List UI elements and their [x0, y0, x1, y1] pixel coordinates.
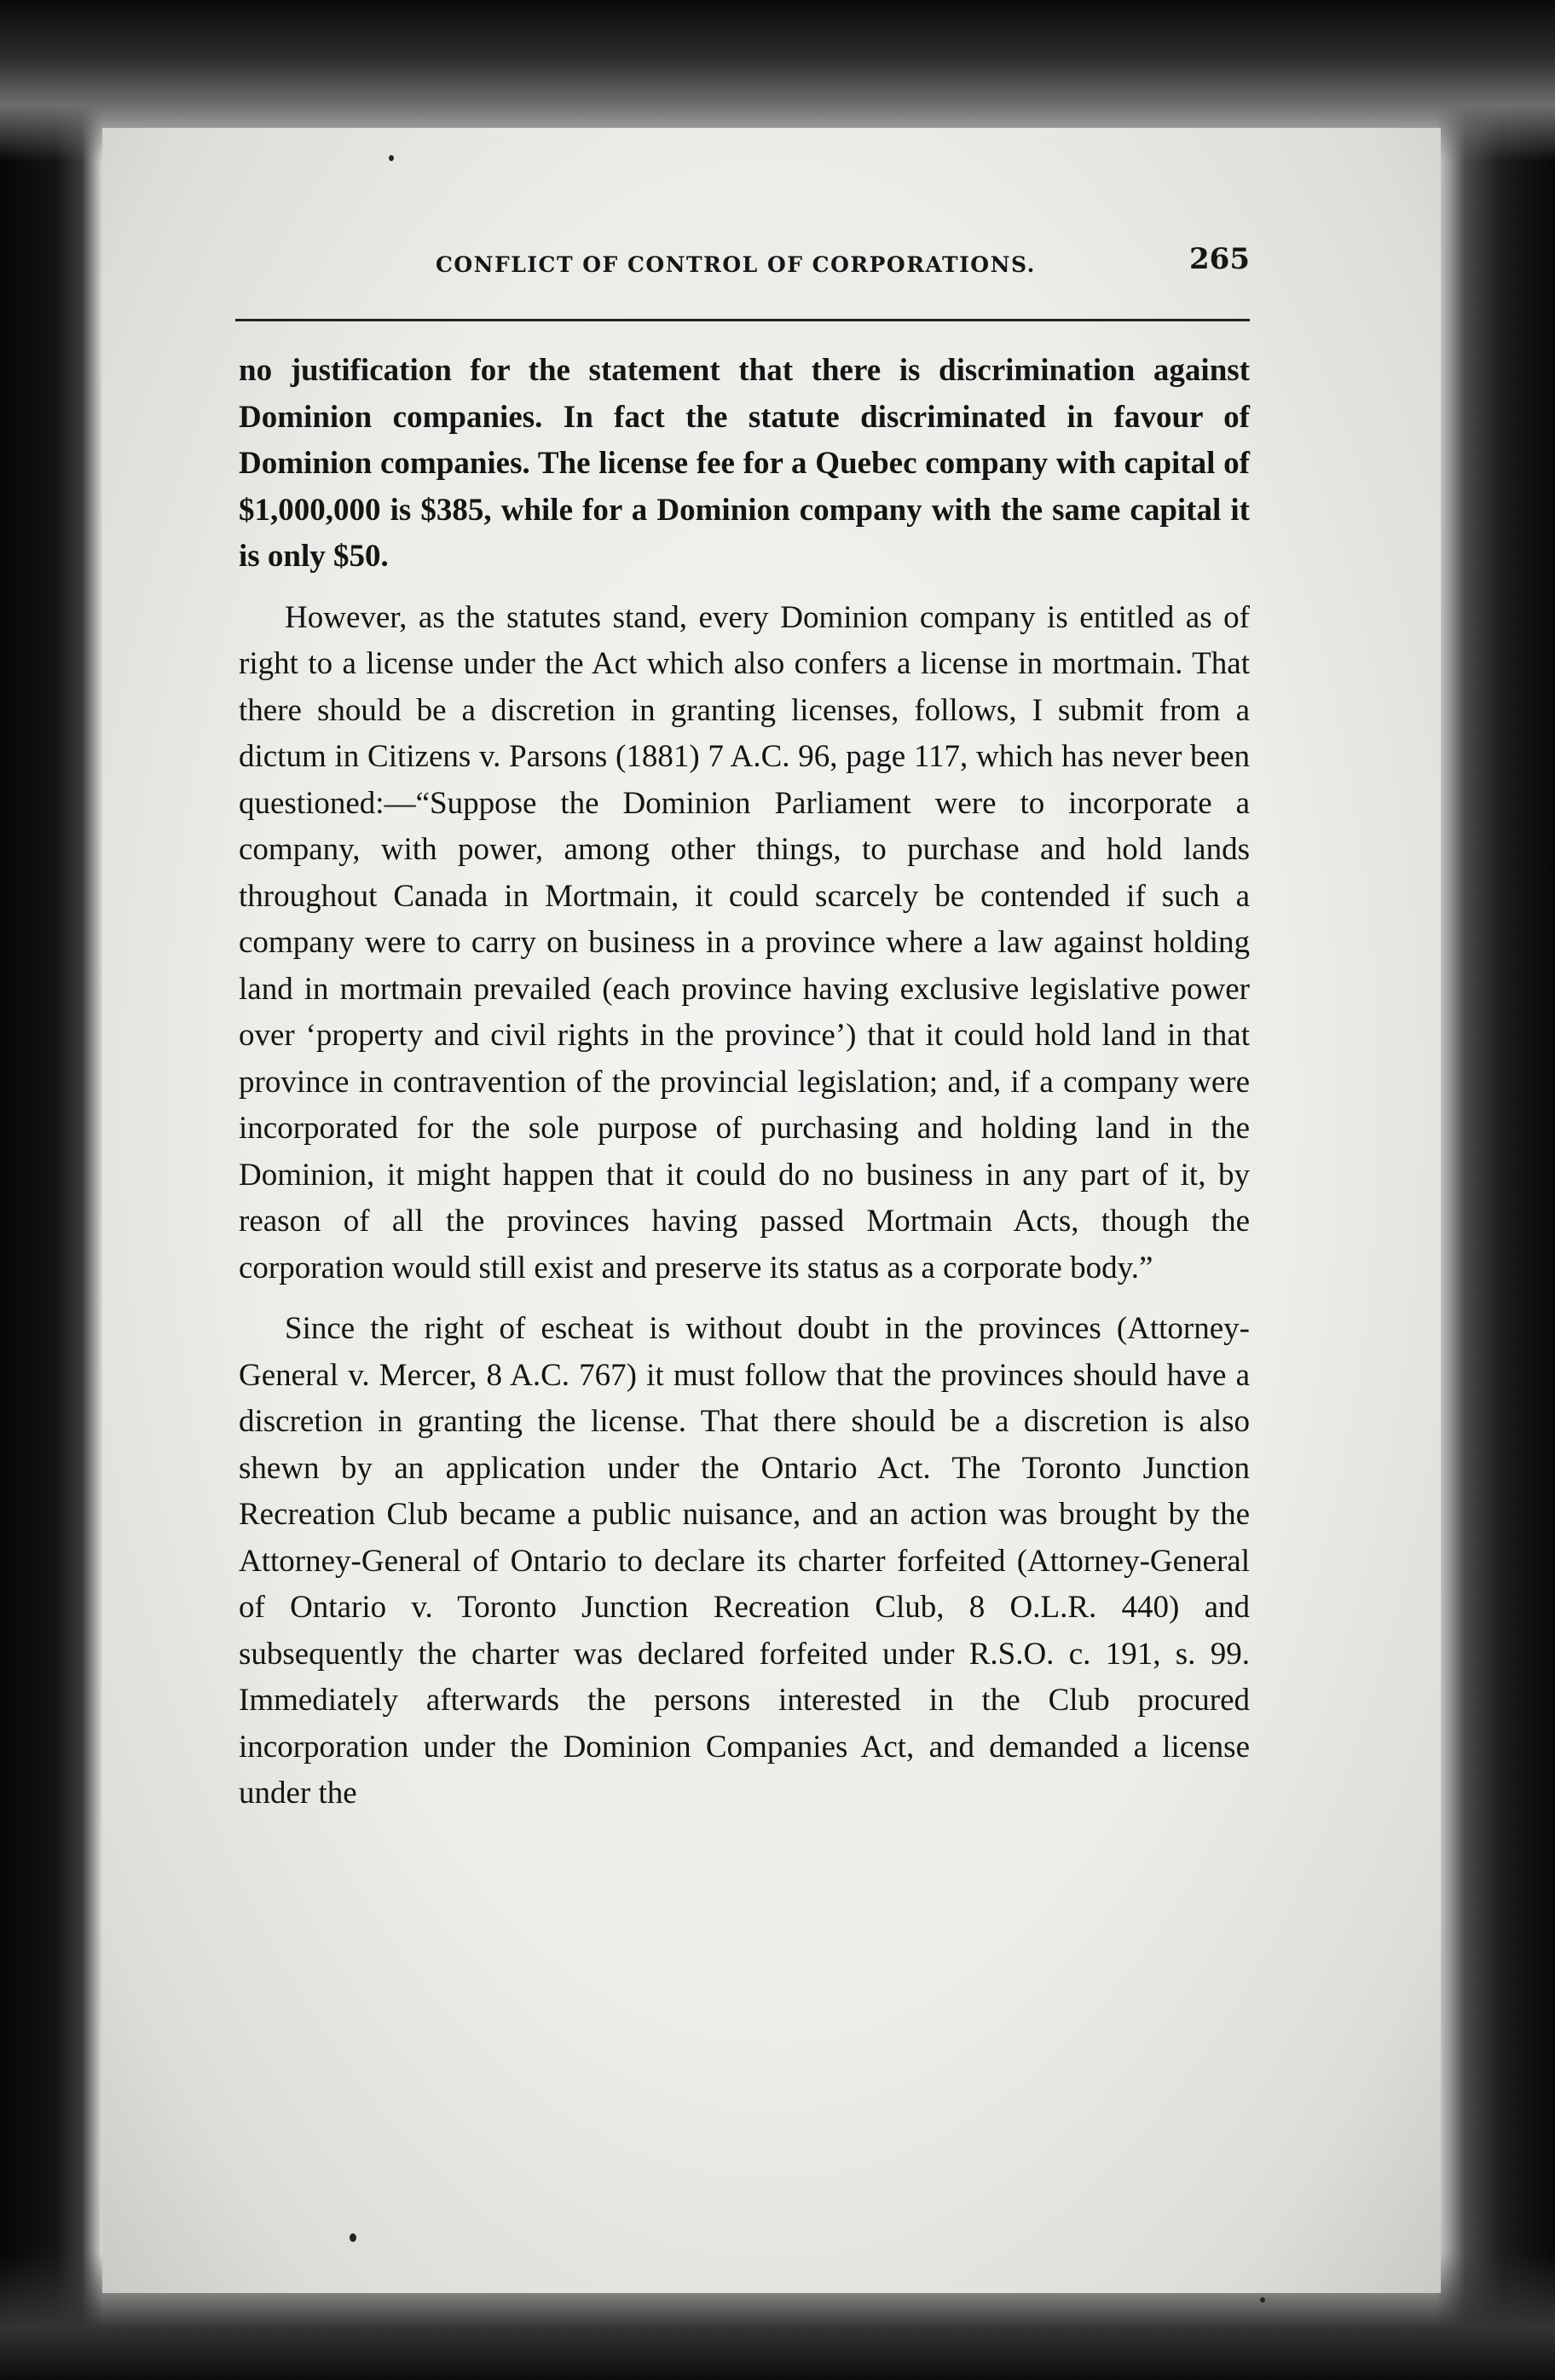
- scan-border-right: [1436, 0, 1555, 2380]
- scan-border-left: [0, 0, 102, 2380]
- page-number: 265: [1189, 242, 1250, 276]
- body-text: [239, 348, 1250, 1817]
- ink-speck: [389, 155, 394, 161]
- running-title: CONFLICT OF CONTROL OF CORPORATIONS.: [436, 252, 1036, 277]
- ink-speck: [350, 2233, 356, 2242]
- ink-speck: [1260, 2297, 1265, 2302]
- paragraph: Since the right of escheat is without doubt in the provinces (Attorney-General v. Mercer, 8 A.C. 767) it must follow that the provinces should have a discretion in granting the license. That there should be a discretion is also shewn by an application under the Ontario Act. The Toronto Junction Recreation Club became a public nuisance, and an action was brought by the Attorney-General of Ontario to declare its charter forfeited (Attorney-General of Ontario v. Toronto Junction Recreation Club, 8 O.L.R. 440) and subsequently the charter was declared forfeited under R.S.O. c. 191, s. 99. Immediately afterwards the persons interested in the Club procured incorporation under the Dominion Companies Act, and demanded a license under the: [239, 1311, 1250, 1811]
- page-header: [235, 242, 1250, 293]
- paragraph: However, as the statutes stand, every Dominion company is entitled as of right to a license under the Act which also confers a license in mortmain. That there should be a discretion in granting licenses, follows, I submit from a dictum in Citizens v. Parsons (1881) 7 A.C. 96, page 117, which has never been questioned:—“Suppose the Dominion Parliament were to incorporate a company, with power, among other things, to purchase and hold lands throughout Canada in Mortmain, it could scarcely be contended if such a company were to carry on business in a province where a law against holding land in mortmain prevailed (each province having exclusive legislative power over ‘property and civil rights in the province’) that it could hold land in that province in contravention of the provincial legislation; and, if a company were incorporated for the sole purpose of purchasing and holding land in the Dominion, it might happen that it could do no business in any part of it, by reason of all the provinces having passed Mortmain Acts, though the corporation would still exist and preserve its status as a corporate body.”: [239, 599, 1250, 1285]
- paragraph: no justification for the statement that there is discrimination against Dominion companies. In fact the statute discriminated in favour of Dominion companies. The license fee for a Quebec company with capital of $1,000,000 is $385, while for a Dominion company with the same capital it is only $50.: [239, 353, 1250, 574]
- header-rule: [235, 319, 1250, 321]
